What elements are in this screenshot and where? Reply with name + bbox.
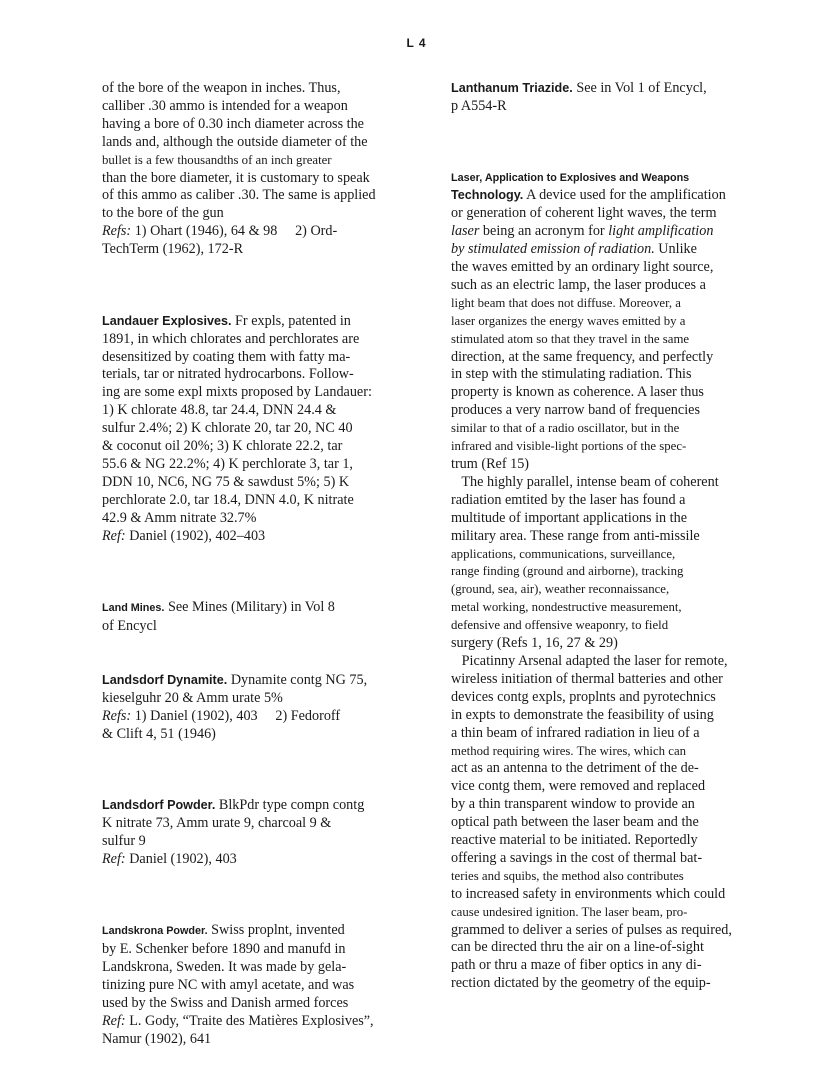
text-line: 1) K chlorate 48.8, tar 24.4, DNN 24.4 & [102,402,337,419]
refs-text: 1) Ohart (1946), 64 & 98 2) Ord- [134,223,338,240]
entry-text: Dynamite contg NG 75, [230,671,368,688]
text-line: property is known as coherence. A laser thus [451,384,704,401]
references-line [102,223,420,241]
text-line: a thin beam of infrared radiation in lieu of a [451,724,700,741]
entry-land-mines [102,599,420,636]
ref-label: Ref: [102,1012,126,1029]
text-line: surgery (Refs 1, 16, 27 & 29) [451,635,618,652]
text-line: 42.9 & Amm nitrate 32.7% [102,509,257,526]
text-line: military area. These range from anti-missile [451,527,700,544]
text-line: bullet is a few thousandths of an inch greater [102,152,332,167]
text-line: Landskrona, Sweden. It was made by gela- [102,959,347,976]
entry-first-line [102,599,420,618]
right-column [451,80,761,993]
entry-title: Landsdorf Powder. [102,798,216,813]
entry-title: Landauer Explosives. [102,313,232,328]
ref-text: Daniel (1902), 402–403 [129,527,266,544]
text-line: used by the Swiss and Danish armed forces [102,995,349,1012]
references-line [102,708,420,726]
entry-text: BlkPdr type compn contg [218,797,365,814]
references-line [102,1013,420,1031]
text-line: radiation emtited by the laser has found a [451,491,686,508]
entry-landauer-explosives [102,313,420,546]
italic-term: light amplification [608,223,714,240]
entry-landskrona-powder [102,922,420,1048]
text-line: sulfur 9 [102,832,146,849]
text-line: rection dictated by the geometry of the equip- [451,975,711,992]
text-line: lands and, although the outside diameter of the [102,133,368,150]
text-line: direction, at the same frequency, and perfectly [451,348,714,365]
text-line: laser organizes the energy waves emitted by a [451,313,686,328]
refs-label: Refs: [102,223,132,240]
text-line: in expts to demonstrate the feasibility of using [451,706,714,723]
text-line: to increased safety in environments which could [451,885,726,902]
entry-text: See Mines (Military) in Vol 8 [167,599,335,616]
text-line: K nitrate 73, Amm urate 9, charcoal 9 & [102,815,332,832]
references-line [102,851,420,869]
text-line: wireless initiation of thermal batteries and other [451,670,723,687]
text-line: 55.6 & NG 22.2%; 4) K perchlorate 3, tar 1, [102,456,353,472]
text-line: than the bore diameter, it is customary to speak [102,169,370,186]
text-line: tinizing pure NC with amyl acetate, and was [102,977,355,994]
entry-first-line [102,672,420,690]
text-line: vice contg them, were removed and replaced [451,778,706,795]
text-line: multitude of important applications in the [451,509,688,526]
entry-landsdorf-dynamite [102,672,420,744]
text-line: 1891, in which chlorates and perchlorates are [102,330,360,347]
text-line: calliber .30 ammo is intended for a weapon [102,97,348,114]
text-line: sulfur 2.4%; 2) K chlorate 20, tar 20, NC 40 [102,420,353,437]
text-line: metal working, nondestructive measurement, [451,600,682,615]
refs-text: 1) Daniel (1902), 403 2) Fedoroff [134,707,341,724]
text-line: by E. Schenker before 1890 and manufd in [102,941,346,958]
left-column [102,80,420,1049]
text-line: in step with the stimulating radiation. This [451,366,692,383]
entry-first-line [102,922,420,941]
entry-text: See in Vol 1 of Encycl, [576,80,707,96]
text-line: similar to that of a radio oscillator, but in the [451,421,680,436]
text-line: defensive and offensive weaponry, to field [451,618,669,633]
text-run: being an acronym for [479,223,609,240]
ref-text: L. Gody, “Traite des Matières Explosives”, [129,1012,374,1029]
references-line [102,528,420,546]
text-line: or generation of coherent light waves, the term [451,205,717,222]
text-run: Unlike [654,241,697,258]
text-line: offering a savings in the cost of thermal bat- [451,849,703,866]
text-line: cause undesired ignition. The laser beam, pro- [451,904,688,919]
caliber-paragraph [102,80,420,259]
entry-first-line [102,797,420,815]
entry-text: Swiss proplnt, invented [211,922,345,939]
text-line: path or thru a maze of fiber optics in any di- [451,957,702,974]
ref-label: Ref: [102,850,126,867]
text-line: DDN 10, NC6, NG 75 & sawdust 5%; 5) K [102,473,350,490]
text-line: The highly parallel, intense beam of coherent [451,473,719,490]
text-line: p A554-R [451,97,507,114]
text-line: can be directed thru the air on a line-of-sight [451,939,704,956]
entry-title-cont: Technology. [451,188,524,203]
ref-label: Ref: [102,527,126,544]
text-line: to the bore of the gun [102,205,224,222]
references-line: Namur (1902), 641 [102,1030,212,1047]
entry-laser [451,170,761,994]
text-line [451,223,761,241]
references-line: TechTerm (1962), 172-R [102,241,244,258]
text-line: range finding (ground and airborne), tracking [451,564,684,579]
text-line: kieselguhr 20 & Amm urate 5% [102,689,283,706]
text-line: stimulated atom so that they travel in the same [451,331,690,346]
text-line: having a bore of 0.30 inch diameter across the [102,115,364,132]
text-line: devices contg expls, proplnts and pyrotechnics [451,688,716,705]
entry-title: Landsdorf Dynamite. [102,672,228,687]
text-line: & coconut oil 20%; 3) K chlorate 22.2, tar [102,438,343,455]
text-line: terials, tar or nitrated hydrocarbons. Follow- [102,366,354,383]
entry-lanthanum-triazide [451,80,761,116]
text-line: light beam that does not diffuse. Moreover, a [451,295,681,310]
refs-label: Refs: [102,707,132,724]
text-line: teries and squibs, the method also contributes [451,868,684,883]
text-line: of the bore of the weapon in inches. Thus, [102,80,341,96]
text-line: applications, communications, surveillance, [451,546,676,561]
text-line: by a thin transparent window to provide an [451,796,695,813]
italic-term: laser [451,223,480,240]
text-line: desensitized by coating them with fatty ma- [102,348,351,365]
entry-text: Fr expls, patented in [235,312,351,329]
text-line: ing are some expl mixts proposed by Landauer: [102,384,372,401]
entry-text: A device used for the amplification [526,187,726,204]
entry-title: Laser, Application to Explosives and Weapons [451,171,690,184]
text-line: (ground, sea, air), weather reconnaissance, [451,582,670,597]
text-line: act as an antenna to the detriment of the de- [451,760,699,777]
text-line: produces a very narrow band of frequencies [451,402,700,419]
text-line: perchlorate 2.0, tar 18.4, DNN 4.0, K nitrate [102,491,354,508]
entry-landsdorf-powder [102,797,420,869]
text-line: infrared and visible-light portions of the spec- [451,439,687,454]
text-line: trum (Ref 15) [451,456,530,472]
text-line: method requiring wires. The wires, which can [451,743,687,758]
text-line: grammed to deliver a series of pulses as required, [451,921,732,938]
references-line: & Clift 4, 51 (1946) [102,725,216,742]
ref-text: Daniel (1902), 403 [129,850,237,867]
italic-term: by stimulated emission of radiation. [451,241,655,258]
text-line: of Encycl [102,618,157,635]
text-line: optical path between the laser beam and the [451,814,699,831]
text-line: such as an electric lamp, the laser produces a [451,276,706,293]
page-number: L 4 [406,36,427,50]
entry-title: Land Mines. [102,602,165,615]
text-line [451,241,761,259]
text-line: reactive material to be initiated. Reportedly [451,832,698,849]
entry-first-line [102,313,420,331]
text-line: Picatinny Arsenal adapted the laser for remote, [451,652,728,669]
entry-first-line [451,187,761,205]
text-line: of this ammo as caliber .30. The same is applied [102,187,376,204]
text-line: the waves emitted by an ordinary light source, [451,259,714,276]
entry-title: Landskrona Powder. [102,925,208,938]
entry-title: Lanthanum Triazide. [451,81,573,95]
entry-first-line [451,80,761,98]
